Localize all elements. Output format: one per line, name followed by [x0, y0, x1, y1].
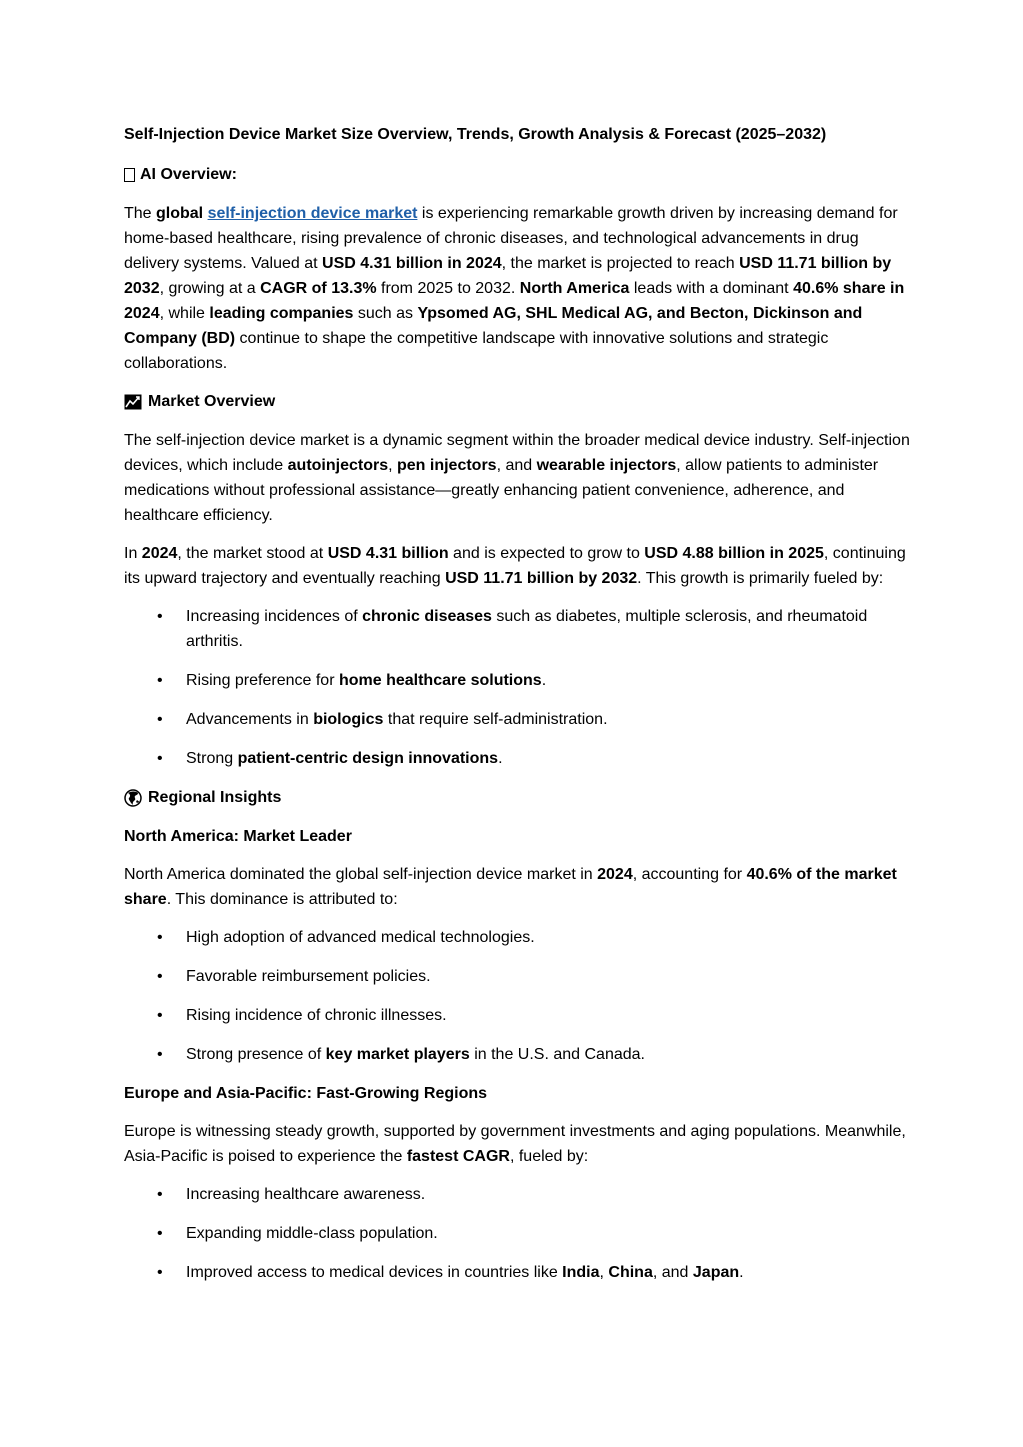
document-page	[124, 122, 914, 1298]
europe-apac-paragraph	[124, 1119, 914, 1169]
bullet-icon: •	[157, 1186, 163, 1203]
bold-text: Ypsomed AG, SHL Medical AG, and Becton, Dickinson and Company (BD)	[124, 305, 863, 347]
list-item	[124, 1042, 914, 1067]
text-run: .	[498, 750, 503, 767]
text-run: , continuing its upward trajectory and eventually reaching	[124, 545, 906, 587]
north-america-list	[124, 925, 914, 1067]
bold-text: leading companies	[209, 305, 354, 322]
text-run: Rising incidence of chronic illnesses.	[186, 1007, 447, 1024]
growth-drivers-list	[124, 604, 914, 771]
bold-text: patient-centric design innovations	[237, 750, 499, 767]
text-run: , growing at a	[159, 280, 261, 297]
text-run: , while	[159, 305, 210, 322]
text-run: Europe is witnessing steady growth, supported by government investments and aging populations. Meanwhile, Asia-Pacific is poised to experience the	[124, 1123, 906, 1165]
north-america-heading: North America: Market Leader	[124, 828, 352, 845]
europe-apac-list	[124, 1182, 914, 1285]
missing-glyph-box-icon	[124, 168, 135, 182]
ai-overview-paragraph	[124, 201, 914, 376]
text-run: and is expected to grow to	[448, 545, 645, 562]
text-run: that require self-administration.	[383, 711, 608, 728]
globe-icon	[124, 789, 142, 807]
text-run: , allow patients to administer medications without professional assistance—greatly enhancing patient convenience, adherence, and healthcare efficiency.	[124, 457, 879, 524]
text-run: such as	[353, 305, 418, 322]
list-item	[124, 1003, 914, 1028]
text-run: , and	[496, 457, 537, 474]
bold-text: USD 4.88 billion in 2025	[644, 545, 824, 562]
list-item	[124, 925, 914, 950]
text-run: .	[541, 672, 547, 689]
bold-text: wearable injectors	[536, 457, 677, 474]
text-run: , accounting for	[632, 866, 747, 883]
bold-text: CAGR of 13.3%	[260, 280, 377, 297]
bold-text: 40.6% share in 2024	[124, 280, 905, 322]
text-run: Improved access to medical devices in countries like	[186, 1264, 563, 1281]
text-run: .	[739, 1264, 744, 1281]
text-run: , fueled by:	[509, 1148, 589, 1165]
list-item	[124, 707, 914, 732]
ai-overview-heading	[124, 162, 914, 187]
list-item	[124, 604, 914, 654]
market-overview-heading	[124, 389, 914, 414]
list-item	[124, 746, 914, 771]
text-run: continue to shape the competitive landscape with innovative solutions and strategic collaborations.	[124, 330, 829, 372]
bold-text: key market players	[325, 1046, 470, 1063]
bullet-icon: •	[157, 1225, 163, 1242]
bold-text: USD 4.31 billion	[327, 545, 449, 562]
text-run: . This growth is primarily fueled by:	[637, 570, 884, 587]
text-run: from 2025 to 2032.	[376, 280, 520, 297]
bold-text: China	[608, 1264, 653, 1281]
bold-text: USD 11.71 billion by 2032	[445, 570, 638, 587]
bold-text: USD 11.71 billion by 2032	[124, 255, 892, 297]
bold-text: global	[156, 205, 204, 222]
bold-text: India	[562, 1264, 600, 1281]
text-run: , and	[652, 1264, 693, 1281]
bold-text: North America	[519, 280, 630, 297]
text-run: Strong presence of	[186, 1046, 326, 1063]
europe-apac-heading: Europe and Asia-Pacific: Fast-Growing Regions	[124, 1085, 488, 1102]
list-item	[124, 1182, 914, 1207]
text-run: in the U.S. and Canada.	[469, 1046, 645, 1063]
bullet-icon: •	[157, 672, 163, 689]
regional-insights-heading	[124, 785, 914, 810]
bold-text: fastest CAGR	[406, 1148, 510, 1165]
text-run: such as diabetes, multiple sclerosis, and rheumatoid arthritis.	[186, 608, 868, 650]
text-run: leads with a dominant	[629, 280, 794, 297]
ai-overview-heading-text: AI Overview:	[140, 166, 237, 183]
bullet-icon: •	[157, 608, 163, 625]
bullet-icon: •	[157, 1264, 163, 1281]
market-overview-paragraph-1	[124, 428, 914, 528]
text-run: ,	[599, 1264, 609, 1281]
text-run: . This dominance is attributed to:	[166, 891, 398, 908]
chart-increasing-icon	[124, 393, 142, 411]
bold-text: 2024	[141, 545, 178, 562]
bold-text: 2024	[597, 866, 633, 883]
bullet-icon: •	[157, 968, 163, 985]
bold-text: biologics	[313, 711, 384, 728]
text-run: Strong	[186, 750, 238, 767]
bold-text: autoinjectors	[287, 457, 389, 474]
regional-insights-heading-text: Regional Insights	[148, 789, 282, 806]
text-run: The self-injection device market is a dynamic segment within the broader medical device industry. Self-injection devices, which include	[124, 432, 910, 474]
bold-text: chronic diseases	[362, 608, 492, 625]
text-run: Increasing healthcare awareness.	[186, 1186, 426, 1203]
text-run: , the market stood at	[177, 545, 328, 562]
text-run: Rising preference for	[186, 672, 339, 689]
market-overview-paragraph-2	[124, 541, 914, 591]
bold-text: USD 4.31 billion in 2024	[322, 255, 502, 272]
bold-text: 40.6% of the market share	[124, 866, 897, 908]
market-overview-heading-text: Market Overview	[148, 393, 276, 410]
text-run: Advancements in	[186, 711, 314, 728]
text-run: Expanding middle-class population.	[186, 1225, 438, 1242]
text-run: ,	[388, 457, 397, 474]
bullet-icon: •	[157, 1007, 163, 1024]
list-item	[124, 1260, 914, 1285]
bold-text: pen injectors	[397, 457, 497, 474]
document-title: Self-Injection Device Market Size Overview, Trends, Growth Analysis & Forecast (2025–2032)	[124, 126, 827, 143]
list-item	[124, 964, 914, 989]
bullet-icon: •	[157, 750, 163, 767]
market-link[interactable]: self-injection device market	[207, 205, 418, 222]
text-run: is experiencing remarkable growth driven by increasing demand for home-based healthcare, rising prevalence of chronic diseases, and technological advancements in drug delivery systems. Valued at	[124, 205, 898, 272]
north-america-paragraph	[124, 862, 914, 912]
text-run: Favorable reimbursement policies.	[186, 968, 431, 985]
bullet-icon: •	[157, 1046, 163, 1063]
text-run: In	[124, 545, 142, 562]
text-run: Increasing incidences of	[186, 608, 363, 625]
bullet-icon: •	[157, 711, 163, 728]
text-run: , the market is projected to reach	[501, 255, 740, 272]
bold-text: home healthcare solutions	[338, 672, 542, 689]
text-run: The	[124, 205, 157, 222]
text-run: High adoption of advanced medical technologies.	[186, 929, 535, 946]
bold-text: Japan	[692, 1264, 740, 1281]
list-item	[124, 1221, 914, 1246]
bullet-icon: •	[157, 929, 163, 946]
text-run: North America dominated the global self-injection device market in	[124, 866, 598, 883]
list-item	[124, 668, 914, 693]
